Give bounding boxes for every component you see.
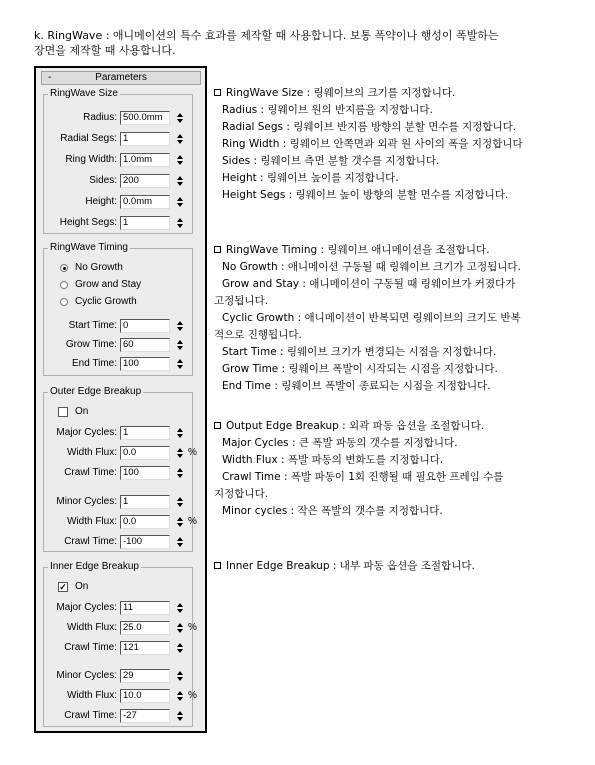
desc-line: Sides : 링웨이브 측면 분할 갯수를 지정합니다. [222, 155, 440, 167]
ringwave-size-group [43, 88, 193, 234]
start-time-spinner-icon[interactable] [176, 319, 185, 333]
outer-width-flux-1-label: Width Flux: [66, 447, 117, 458]
ringwave-size-heading [214, 85, 584, 102]
inner-major-cycles-input[interactable]: 11 [120, 601, 170, 615]
grow-and-stay-radio-dot-icon[interactable] [60, 281, 68, 289]
parameters-title: Parameters [95, 72, 147, 83]
outer-major-cycles-spinner-icon[interactable] [176, 426, 185, 440]
start-time-input[interactable]: 0 [120, 319, 170, 333]
inner-width-flux-2-spinner-icon[interactable] [176, 689, 185, 703]
outer-major-cycles-input[interactable]: 1 [120, 426, 170, 440]
ring-width-input[interactable]: 1.0mm [120, 153, 170, 167]
grow-and-stay-label: Grow and Stay [75, 279, 142, 290]
no-growth-radio-dot-icon[interactable] [60, 264, 68, 272]
inner-crawl-time-2-spinner-icon[interactable] [176, 709, 185, 723]
outer-major-cycles-label: Major Cycles: [56, 427, 117, 438]
ringwave-timing-description [214, 242, 584, 395]
desc-line: Radius : 링웨이브 원의 반지름을 지정합니다. [222, 104, 433, 116]
outer-edge-breakup-title: Outer Edge Breakup [50, 386, 142, 397]
end-time-input[interactable]: 100 [120, 357, 170, 371]
inner-width-flux-2-percent: % [188, 690, 197, 701]
radius-input[interactable]: 500.0mm [120, 111, 170, 125]
outer-width-flux-1-percent: % [188, 447, 197, 458]
outer-minor-cycles-input[interactable]: 1 [120, 495, 170, 509]
sides-spinner-icon[interactable] [176, 174, 185, 188]
outer-width-flux-1-input[interactable]: 0.0 [120, 446, 170, 460]
outer-width-flux-1-spinner-icon[interactable] [176, 446, 185, 460]
square-bullet-icon [214, 422, 221, 429]
sides-input[interactable]: 200 [120, 174, 170, 188]
inner-on-label: On [75, 581, 89, 592]
inner-minor-cycles-label: Minor Cycles: [56, 670, 117, 681]
outer-on-label: On [75, 406, 89, 417]
inner-on-checkbox-icon[interactable]: ✓ [59, 582, 67, 592]
height-label: Height: [85, 196, 117, 207]
outer-crawl-time-2-label: Crawl Time: [64, 536, 117, 547]
inner-width-flux-2-label: Width Flux: [66, 690, 117, 701]
grow-time-label: Grow Time: [65, 339, 117, 350]
end-time-spinner-icon[interactable] [176, 357, 185, 371]
height-input[interactable]: 0.0mm [120, 195, 170, 209]
cyclic-growth-label: Cyclic Growth [75, 296, 137, 307]
desc-line: Height Segs : 링웨이브 높이 방향의 분할 면수를 지정합니다. [222, 189, 509, 201]
outer-edge-breakup-heading-text: Output Edge Breakup : 외곽 파동 옵션을 조절합니다. [226, 420, 485, 432]
height-segs-input[interactable]: 1 [120, 216, 170, 230]
parameters-panel [34, 66, 207, 733]
inner-crawl-time-2-input[interactable]: -27 [120, 709, 170, 723]
inner-edge-breakup-description [214, 558, 584, 575]
parameters-rollout-header[interactable] [41, 71, 201, 85]
outer-edge-breakup-heading [214, 418, 584, 435]
inner-crawl-time-1-label: Crawl Time: [64, 642, 117, 653]
ringwave-size-description [214, 85, 584, 204]
outer-crawl-time-1-input[interactable]: 100 [120, 466, 170, 480]
ringwave-timing-heading-text: RingWave Timing : 링웨이브 애니메이션을 조절합니다. [226, 244, 490, 256]
outer-crawl-time-2-spinner-icon[interactable] [176, 535, 185, 549]
desc-line: Start Time : 링웨이브 크기가 변경되는 시점을 지정합니다. [222, 346, 497, 358]
radius-label: Radius: [83, 112, 117, 123]
inner-width-flux-1-spinner-icon[interactable] [176, 621, 185, 635]
inner-width-flux-2-input[interactable]: 10.0 [120, 689, 170, 703]
square-bullet-icon [214, 246, 221, 253]
ringwave-timing-title: RingWave Timing [50, 242, 128, 253]
intro-line-2: 장면을 제작할 때 사용합니다. [34, 44, 176, 57]
radial-segs-label: Radial Segs: [60, 133, 117, 144]
outer-edge-breakup-description [214, 418, 584, 520]
intro-line-1: k. RingWave : 애니메이션의 특수 효과를 제작할 때 사용합니다. 보통 폭약이나 행성이 폭발하는 [34, 29, 499, 42]
outer-width-flux-2-percent: % [188, 516, 197, 527]
desc-line: Grow and Stay : 애니메이션이 구동될 때 링웨이브가 커졌다가 [222, 278, 516, 290]
radius-spinner-icon[interactable] [176, 111, 185, 125]
desc-line: Major Cycles : 큰 폭발 파동의 갯수를 지정합니다. [222, 437, 458, 449]
grow-time-spinner-icon[interactable] [176, 338, 185, 352]
outer-on-checkbox-icon[interactable] [58, 407, 68, 417]
desc-line: 고정됩니다. [214, 295, 269, 307]
ring-width-spinner-icon[interactable] [176, 153, 185, 167]
inner-crawl-time-1-spinner-icon[interactable] [176, 641, 185, 655]
inner-edge-breakup-heading [214, 558, 584, 575]
desc-line: Ring Width : 링웨이브 안쪽면과 외곽 원 사이의 폭을 지정합니다 [222, 138, 523, 150]
radial-segs-spinner-icon[interactable] [176, 132, 185, 146]
inner-major-cycles-label: Major Cycles: [56, 602, 117, 613]
desc-line: 적으로 진행됩니다. [214, 329, 302, 341]
height-segs-label: Height Segs: [59, 217, 117, 228]
outer-minor-cycles-spinner-icon[interactable] [176, 495, 185, 509]
ringwave-size-heading-text: RingWave Size : 링웨이브의 크기를 지정합니다. [226, 87, 456, 99]
desc-line: Grow Time : 링웨이브 폭발이 시작되는 시점을 지정합니다. [222, 363, 498, 375]
radial-segs-input[interactable]: 1 [120, 132, 170, 146]
ring-width-label: Ring Width: [65, 154, 117, 165]
desc-line: Cyclic Growth : 애니메이션이 반복되면 링웨이브의 크기도 반복 [222, 312, 521, 324]
square-bullet-icon [214, 562, 221, 569]
square-bullet-icon [214, 89, 221, 96]
inner-crawl-time-2-label: Crawl Time: [64, 710, 117, 721]
desc-line: Width Flux : 폭발 파동의 변화도를 지정합니다. [222, 454, 444, 466]
desc-line: Height : 링웨이브 높이를 지정합니다. [222, 172, 399, 184]
sides-label: Sides: [89, 175, 117, 186]
outer-minor-cycles-label: Minor Cycles: [56, 496, 117, 507]
inner-edge-breakup-title: Inner Edge Breakup [50, 561, 139, 572]
inner-crawl-time-1-input[interactable]: 121 [120, 641, 170, 655]
outer-crawl-time-1-label: Crawl Time: [64, 467, 117, 478]
outer-crawl-time-2-input[interactable]: -100 [120, 535, 170, 549]
inner-minor-cycles-input[interactable]: 29 [120, 669, 170, 683]
inner-width-flux-1-input[interactable]: 25.0 [120, 621, 170, 635]
grow-time-input[interactable]: 60 [120, 338, 170, 352]
inner-edge-breakup-heading-text: Inner Edge Breakup : 내부 파동 옵션을 조절합니다. [226, 560, 475, 572]
inner-width-flux-1-percent: % [188, 622, 197, 633]
desc-line: No Growth : 애니메이션 구동될 때 링웨이브 크기가 고정됩니다. [222, 261, 521, 273]
no-growth-label: No Growth [75, 262, 123, 273]
ringwave-size-title: RingWave Size [50, 88, 118, 99]
collapse-minus-icon[interactable]: - [48, 72, 52, 83]
height-segs-spinner-icon[interactable] [176, 216, 185, 230]
outer-width-flux-2-input[interactable]: 0.0 [120, 515, 170, 529]
start-time-label: Start Time: [68, 320, 117, 331]
desc-line: Minor cycles : 작은 폭발의 갯수를 지정합니다. [222, 505, 443, 517]
inner-major-cycles-spinner-icon[interactable] [176, 601, 185, 615]
inner-edge-breakup-group [43, 561, 197, 727]
height-spinner-icon[interactable] [176, 195, 185, 209]
outer-crawl-time-1-spinner-icon[interactable] [176, 466, 185, 480]
desc-line: 지정합니다. [214, 488, 269, 500]
desc-line: End Time : 링웨이브 폭발이 종료되는 시점을 지정합니다. [222, 380, 491, 392]
outer-edge-breakup-group [43, 386, 197, 552]
intro-paragraph [34, 28, 564, 58]
desc-line: Crawl Time : 폭발 파동이 1회 진행될 때 필요한 프레임 수를 [222, 471, 504, 483]
ringwave-timing-heading [214, 242, 584, 259]
desc-line: Radial Segs : 링웨이브 반지름 방향의 분할 면수를 지정합니다. [222, 121, 517, 133]
cyclic-growth-radio-dot-icon[interactable] [60, 298, 68, 306]
inner-minor-cycles-spinner-icon[interactable] [176, 669, 185, 683]
inner-width-flux-1-label: Width Flux: [66, 622, 117, 633]
ringwave-timing-group [43, 242, 193, 376]
end-time-label: End Time: [71, 358, 117, 369]
outer-width-flux-2-spinner-icon[interactable] [176, 515, 185, 529]
outer-width-flux-2-label: Width Flux: [66, 516, 117, 527]
